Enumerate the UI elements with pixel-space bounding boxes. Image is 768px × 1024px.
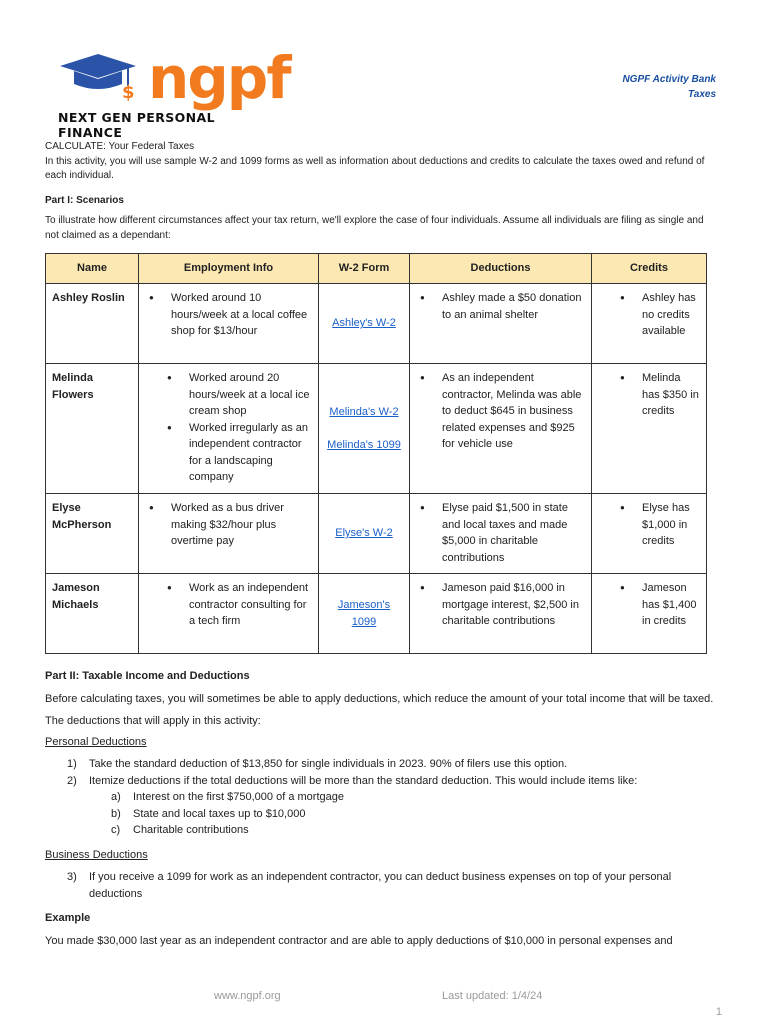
cell-forms [319, 494, 410, 574]
cell-credits [592, 494, 707, 574]
personal-deductions-list [45, 756, 720, 789]
document-content [45, 140, 720, 949]
personal-deductions-heading: Personal Deductions [45, 735, 147, 748]
cell-employment [139, 494, 319, 574]
cell-name: Ashley Roslin [46, 284, 139, 364]
cell-credits [592, 574, 707, 654]
table-row [46, 284, 707, 364]
table-header-row [46, 254, 707, 284]
part2-paragraph-2: The deductions that will apply in this activity: [45, 715, 261, 727]
cell-deductions [410, 284, 592, 364]
bank-subtitle: Taxes [688, 89, 716, 100]
cell-forms [319, 574, 410, 654]
cell-deductions [410, 364, 592, 494]
page-number: 1 [715, 1006, 722, 1018]
logo-word: ngpf [148, 44, 290, 112]
list-item: ● As an independent contractor, Melinda was able to deduct $645 in business related expenses and $925 for vehicle use [442, 370, 585, 453]
ngpf-logo [58, 44, 290, 140]
cell-employment [139, 574, 319, 654]
table-row [46, 494, 707, 574]
list-item: ● Jameson has $1,400 in credits [642, 580, 700, 630]
cell-deductions [410, 494, 592, 574]
list-item: ● Worked around 20 hours/week at a local ice cream shop [189, 370, 312, 420]
jameson-1099-link[interactable]: Jameson's 1099 [337, 599, 391, 628]
activity-bank-label [622, 72, 716, 102]
scenarios-table [45, 253, 707, 654]
melinda-1099-link[interactable]: Melinda's 1099 [327, 438, 401, 451]
list-item: ● Elyse paid $1,500 in state and local taxes and made $5,000 in charitable contributions [442, 500, 585, 566]
list-item: ● Worked around 10 hours/week at a local coffee shop for $13/hour [171, 290, 312, 340]
header-deductions: Deductions [410, 254, 592, 284]
graduation-cap-icon [58, 46, 148, 106]
list-item: ● Jameson paid $16,000 in mortgage interest, $2,500 in charitable contributions [442, 580, 585, 630]
business-deductions-list [45, 869, 720, 902]
part2-section [45, 668, 720, 949]
example-heading: Example [45, 912, 91, 924]
ashley-w2-link[interactable]: Ashley's W-2 [332, 317, 396, 330]
list-item: ● Ashley made a $50 donation to an animal shelter [442, 290, 585, 323]
list-item: ● Ashley has no credits available [642, 290, 700, 340]
melinda-w2-link[interactable]: Melinda's W-2 [329, 406, 399, 418]
cell-employment [139, 364, 319, 494]
footer-updated: Last updated: 1/4/24 [442, 990, 543, 1002]
list-item: ● Melinda has $350 in credits [642, 370, 700, 420]
list-item: ● Elyse has $1,000 in credits [642, 500, 700, 550]
list-item: ● Worked irregularly as an independent contractor for a landscaping company [189, 420, 312, 486]
part2-title: Part II: Taxable Income and Deductions [45, 670, 250, 682]
part1-title: Part I: Scenarios [45, 194, 124, 206]
list-item: 3) If you receive a 1099 for work as an independent contractor, you can deduct business expenses on top of your personal deductions [67, 871, 672, 900]
list-item: ● Worked as a bus driver making $32/hour plus overtime pay [171, 500, 312, 550]
list-item: c) Charitable contributions [111, 824, 249, 836]
bank-title: NGPF Activity Bank [622, 74, 716, 85]
cell-name: Jameson Michaels [46, 574, 139, 654]
table-row [46, 364, 707, 494]
cell-forms [319, 364, 410, 494]
header-employment: Employment Info [139, 254, 319, 284]
list-item: ● Work as an independent contractor consulting for a tech firm [189, 580, 312, 630]
cell-forms [319, 284, 410, 364]
example-text: You made $30,000 last year as an independent contractor and are able to apply deductions of $10,000 in personal expenses and [45, 934, 673, 947]
cell-credits [592, 284, 707, 364]
cell-name: Elyse McPherson [46, 494, 139, 574]
business-deductions-heading: Business Deductions [45, 848, 148, 861]
part1-text: To illustrate how different circumstances affect your tax return, we'll explore the case of four individuals. Assume all individuals are filing as single and not claimed as a dependant: [45, 215, 704, 241]
list-item: a) Interest on the first $750,000 of a mortgage [111, 791, 344, 803]
intro-description: In this activity, you will use sample W-2 and 1099 forms as well as information about deductions and credits to calculate the taxes owed and refund of each individual. [45, 155, 705, 181]
cell-credits [592, 364, 707, 494]
cell-deductions [410, 574, 592, 654]
elyse-w2-link[interactable]: Elyse's W-2 [335, 527, 393, 540]
part2-paragraph-1: Before calculating taxes, you will sometimes be able to apply deductions, which reduce the amount of your total income that will be taxed. [45, 692, 714, 705]
cell-name: Melinda Flowers [46, 364, 139, 494]
calc-title: CALCULATE: Your Federal Taxes [45, 141, 195, 152]
itemized-sublist [45, 789, 720, 839]
svg-text:$: $ [122, 82, 135, 103]
list-item: 2) Itemize deductions if the total deductions will be more than the standard deduction. This would include items like: [67, 774, 638, 787]
header-w2-form: W-2 Form [319, 254, 410, 284]
footer-site: www.ngpf.org [214, 990, 281, 1002]
header-credits: Credits [592, 254, 707, 284]
table-row [46, 574, 707, 654]
list-item: 1) Take the standard deduction of $13,850 for single individuals in 2023. 90% of filers use this option. [67, 758, 568, 770]
cell-employment [139, 284, 319, 364]
header-name: Name [46, 254, 139, 284]
list-item: b) State and local taxes up to $10,000 [111, 807, 306, 820]
logo-tagline: NEXT GEN PERSONAL FINANCE [58, 110, 215, 140]
